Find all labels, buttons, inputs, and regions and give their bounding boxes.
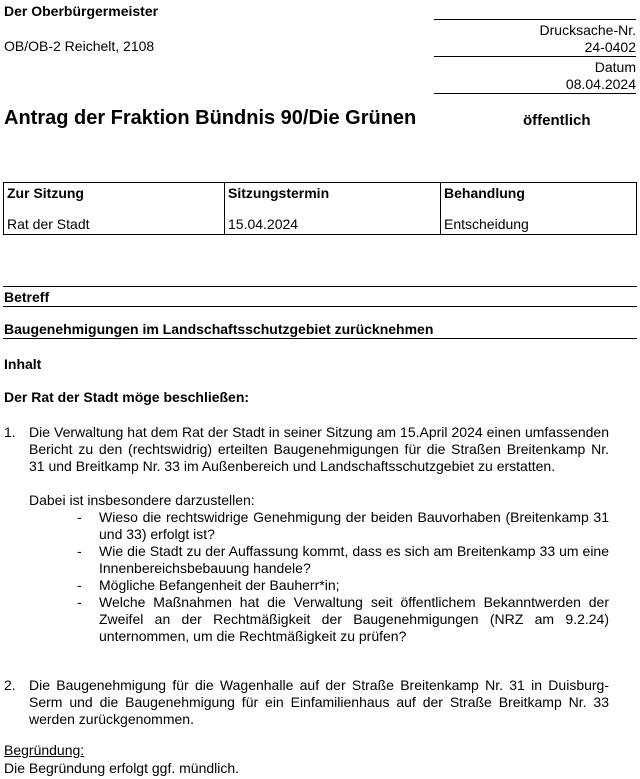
divider [3,338,637,339]
bullet-item: - Mögliche Befangenheit der Bauherr*in; [77,577,340,593]
date-label: Datum [594,59,636,75]
resolution-intro: Der Rat der Stadt möge beschließen: [4,389,250,405]
sender: Der Oberbürgermeister [4,3,159,19]
divider [434,93,636,94]
list-item [4,677,609,728]
bullet-list [4,509,609,645]
column-header: Sitzungstermin [228,185,330,201]
column-header: Zur Sitzung [7,185,84,201]
table-cell [225,183,441,235]
item-number: 2. [4,677,16,693]
session-table [3,182,637,235]
cell-value: 15.04.2024 [228,216,299,232]
item-number: 1. [4,424,16,440]
cell-value: Entscheidung [444,216,529,232]
table-row [4,183,637,235]
visibility-label: öffentlich [523,112,591,129]
divider [3,286,637,287]
doc-number: 24-0402 [584,39,636,55]
bullet-item: - Wieso die rechtswidrige Genehmigung der beiden Bauvorhaben (Breitenkamp 31 und 33) erfolgt ist? [77,509,609,542]
table-cell [441,183,637,235]
reason-text: Die Begründung erfolgt ggf. mündlich. [4,760,240,776]
content-label: Inhalt [4,356,42,372]
list-item [4,424,609,645]
divider [434,19,636,20]
column-header: Behandlung [444,185,525,201]
reason-label: Begründung: [4,742,85,758]
divider [3,306,637,307]
item-sub-intro: Dabei ist insbesondere darzustellen: [29,492,255,508]
office-reference: OB/OB-2 Reichelt, 2108 [4,38,155,54]
doc-meta-box [434,19,636,94]
table-cell [4,183,225,235]
item-text: Die Verwaltung hat dem Rat der Stadt in seiner Sitzung am 15.April 2024 einen umfassenden Bericht zu den (rechtswidrig) erteilten Baugenehmigungen für die Straßen Breitenkamp Nr. 31 und Breitkamp Nr. 33 im Außenbereich und Landschaftsschutzgebiet zu erstatten. [29,424,609,474]
bullet-item: - Welche Maßnahmen hat die Verwaltung seit öffentlichem Bekanntwerden der Zweifel an der Rechtmäßigkeit der Baugenehmigungen (NRZ am 9.2.24) unternommen, um die Rechtmäßigkeit zu prüfen? [77,594,609,644]
subject-label: Betreff [4,289,50,305]
subject-text: Baugenehmigungen im Landschaftsschutzgebiet zurücknehmen [4,321,434,337]
divider [434,56,636,57]
doc-number-label: Drucksache-Nr. [539,22,636,38]
date: 08.04.2024 [565,76,636,92]
item-text: Die Baugenehmigung für die Wagenhalle auf der Straße Breitenkamp Nr. 31 in Duisburg-Serm und die Baugenehmigung für ein Einfamilienhaus auf der Straße Breitkamp Nr. 33 werden zurückgenommen. [29,677,609,727]
cell-value: Rat der Stadt [7,216,90,232]
bullet-item: - Wie die Stadt zu der Auffassung kommt, dass es sich am Breitenkamp 33 um eine Innenbereichsbebauung handele? [77,543,609,576]
page-title: Antrag der Fraktion Bündnis 90/Die Grünen [4,107,417,129]
